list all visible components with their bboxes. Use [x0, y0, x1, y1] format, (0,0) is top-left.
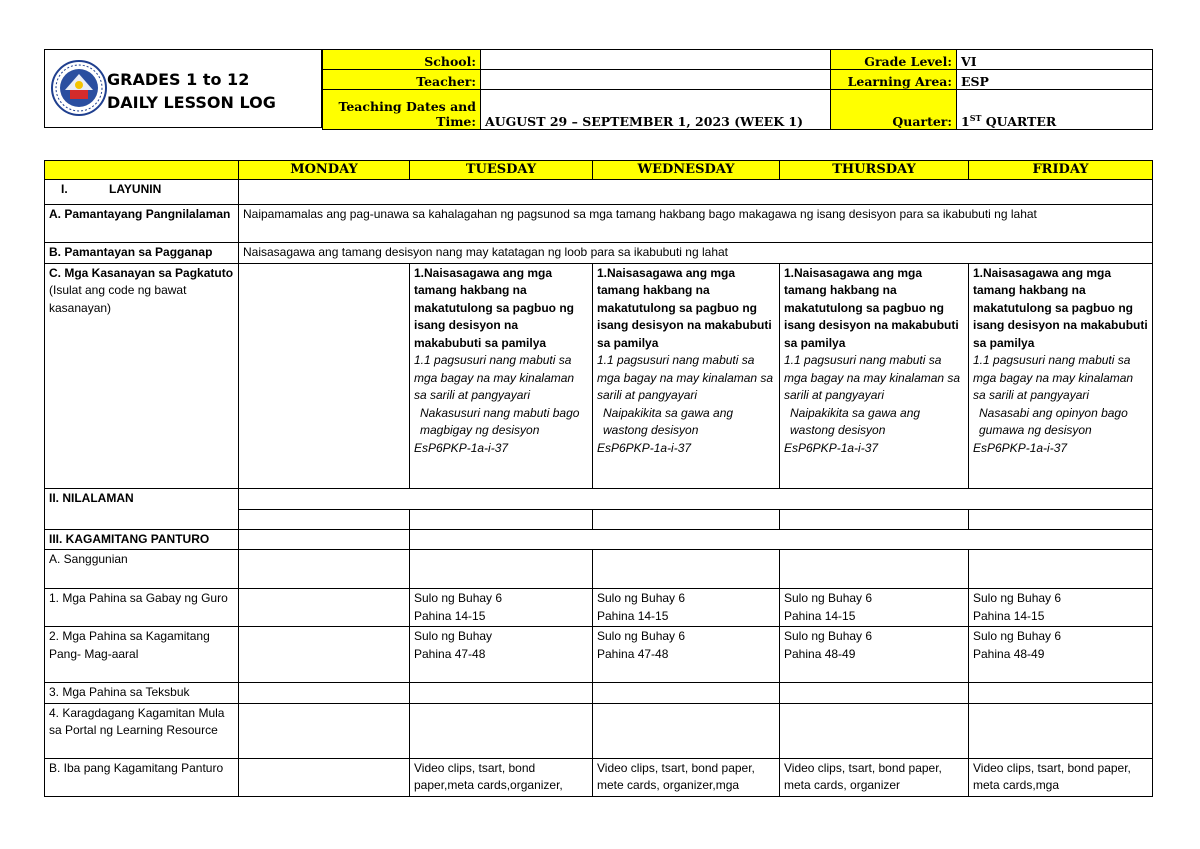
school-label: School:	[323, 50, 481, 70]
pamantayan-pagganap-label: B. Pamantayan sa Pagganap	[45, 243, 239, 264]
layunin-content	[239, 180, 1153, 205]
gabay-guro-tuesday	[410, 589, 593, 627]
karagdagang-row	[45, 703, 1153, 758]
teksbuk-monday	[239, 683, 410, 704]
competency-code: EsP6PKP-1a-i-37	[414, 440, 509, 455]
competency-sub: 1.1 pagsusuri nang mabuti sa mga bagay na may kinalaman sa sarili at pangyayari	[973, 353, 1134, 402]
teacher-value	[481, 70, 831, 90]
competency-code: EsP6PKP-1a-i-37	[597, 440, 692, 455]
title-line-1: GRADES 1 to 12	[107, 70, 250, 89]
day-tuesday: TUESDAY	[410, 161, 593, 180]
kasanayan-monday	[239, 263, 410, 488]
nilalaman-monday	[239, 509, 410, 529]
kasanayan-wednesday	[593, 263, 780, 488]
mag-aaral-thursday	[780, 627, 969, 683]
competency-title: 1.Naisasagawa ang mga tamang hakbang na makatutulong sa pagbuo ng isang desisyon na makabubuti sa pamilya	[973, 265, 1148, 350]
grade-level-label: Grade Level:	[831, 50, 957, 70]
layunin-number: I.	[61, 182, 68, 196]
book-pages: Pahina 14-15	[973, 608, 1045, 623]
karagdagang-wednesday	[593, 703, 780, 758]
title-line-2: DAILY LESSON LOG	[107, 93, 276, 112]
teksbuk-tuesday	[410, 683, 593, 704]
competency-title: 1.Naisasagawa ang mga tamang hakbang na makatutulong sa pagbuo ng isang desisyon na makabubuti sa pamilya	[597, 265, 772, 350]
kagamitan-content	[410, 529, 1153, 550]
gabay-guro-thursday	[780, 589, 969, 627]
competency-code: EsP6PKP-1a-i-37	[784, 440, 879, 455]
day-wednesday: WEDNESDAY	[593, 161, 780, 180]
day-header-row	[45, 161, 1153, 180]
kasanayan-friday	[969, 263, 1153, 488]
day-thursday: THURSDAY	[780, 161, 969, 180]
nilalaman-label: II. NILALAMAN	[45, 488, 239, 529]
mag-aaral-label: 2. Mga Pahina sa Kagamitang Pang- Mag-aaral	[45, 627, 239, 683]
competency-code: EsP6PKP-1a-i-37	[973, 440, 1068, 455]
mag-aaral-friday	[969, 627, 1153, 683]
book-pages: Pahina 47-48	[597, 646, 669, 661]
nilalaman-thursday	[780, 509, 969, 529]
nilalaman-top	[239, 488, 1153, 509]
pamantayang-pangnilalaman-row	[45, 205, 1153, 243]
kasanayan-label	[45, 263, 239, 488]
book-title: Sulo ng Buhay 6	[597, 629, 686, 643]
day-header-blank	[45, 161, 239, 180]
competency-activity: Nakasusuri nang mabuti bago magbigay ng desisyon	[420, 405, 580, 437]
quarter-suffix: ST	[969, 112, 982, 123]
iba-pang-row	[45, 758, 1153, 796]
layunin-row	[45, 180, 1153, 205]
book-title: Sulo ng Buhay 6	[784, 629, 873, 643]
teaching-dates-label-line1: Teaching Dates and	[338, 99, 476, 114]
book-title: Sulo ng Buhay 6	[784, 591, 873, 605]
competency-activity: Naipakikita sa gawa ang wastong desisyon	[603, 405, 734, 437]
iba-pang-friday: Video clips, tsart, bond paper, meta cards,mga	[969, 758, 1153, 796]
quarter-label: Quarter:	[831, 90, 957, 130]
layunin-text: LAYUNIN	[109, 182, 162, 196]
teaching-dates-value: AUGUST 29 – SEPTEMBER 1, 2023 (WEEK 1)	[481, 90, 831, 130]
book-title: Sulo ng Buhay 6	[973, 591, 1062, 605]
sanggunian-wednesday	[593, 550, 780, 589]
iba-pang-thursday: Video clips, tsart, bond paper, meta cards, organizer	[780, 758, 969, 796]
karagdagang-thursday	[780, 703, 969, 758]
kagamitan-monday	[239, 529, 410, 550]
sanggunian-thursday	[780, 550, 969, 589]
competency-sub: 1.1 pagsusuri nang mabuti sa mga bagay na may kinalaman sa sarili at pangyayari	[414, 353, 575, 402]
teksbuk-friday	[969, 683, 1153, 704]
karagdagang-monday	[239, 703, 410, 758]
kagamitan-row	[45, 529, 1153, 550]
pamantayan-pagganap-row	[45, 243, 1153, 264]
iba-pang-label: B. Iba pang Kagamitang Panturo	[45, 758, 239, 796]
competency-title: 1.Naisasagawa ang mga tamang hakbang na makatutulong sa pagbuo ng isang desisyon na makabubuti sa pamilya	[784, 265, 959, 350]
layunin-label	[45, 180, 239, 205]
gabay-guro-wednesday	[593, 589, 780, 627]
gabay-guro-row	[45, 589, 1153, 627]
kagamitan-label: III. KAGAMITANG PANTURO	[45, 529, 239, 550]
teksbuk-wednesday	[593, 683, 780, 704]
sanggunian-label: A. Sanggunian	[45, 550, 239, 589]
book-title: Sulo ng Buhay	[414, 629, 493, 643]
book-pages: Pahina 47-48	[414, 646, 486, 661]
competency-activity: Nasasabi ang opinyon bago gumawa ng desisyon	[979, 405, 1128, 437]
book-title: Sulo ng Buhay 6	[973, 629, 1062, 643]
document-title	[107, 68, 276, 114]
gabay-guro-monday	[239, 589, 410, 627]
pamantayang-pangnilalaman-text: Naipamamalas ang pag-unawa sa kahalagahan ng pagsunod sa mga tamang hakbang bago makagawa ng isang desisyon para sa ikabubuti ng lahat	[239, 205, 1153, 243]
sanggunian-row	[45, 550, 1153, 589]
pamantayang-pangnilalaman-label: A. Pamantayang Pangnilalaman	[45, 205, 239, 243]
learning-area-label: Learning Area:	[831, 70, 957, 90]
learning-area-value: ESP	[957, 70, 1153, 90]
competency-title: 1.Naisasagawa ang mga tamang hakbang na makatutulong sa pagbuo ng isang desisyon na makabubuti sa pamilya	[414, 265, 575, 350]
book-pages: Pahina 14-15	[597, 608, 669, 623]
lesson-log-table	[44, 160, 1153, 797]
grade-level-value: VI	[957, 50, 1153, 70]
sanggunian-tuesday	[410, 550, 593, 589]
pamantayan-pagganap-text: Naisasagawa ang tamang desisyon nang may katatagan ng loob para sa ikabubuti ng lahat	[239, 243, 1153, 264]
kasanayan-thursday	[780, 263, 969, 488]
book-pages: Pahina 48-49	[784, 646, 856, 661]
mag-aaral-row	[45, 627, 1153, 683]
quarter-value	[957, 90, 1153, 130]
teksbuk-label: 3. Mga Pahina sa Teksbuk	[45, 683, 239, 704]
iba-pang-wednesday: Video clips, tsart, bond paper, mete cards, organizer,mga	[593, 758, 780, 796]
book-title: Sulo ng Buhay 6	[597, 591, 686, 605]
teksbuk-thursday	[780, 683, 969, 704]
nilalaman-tuesday	[410, 509, 593, 529]
gabay-guro-friday	[969, 589, 1153, 627]
karagdagang-tuesday	[410, 703, 593, 758]
book-title: Sulo ng Buhay 6	[414, 591, 503, 605]
sanggunian-friday	[969, 550, 1153, 589]
teaching-dates-label-line2: Time:	[436, 114, 476, 129]
karagdagang-label: 4. Karagdagang Kagamitan Mula sa Portal ng Learning Resource	[45, 703, 239, 758]
day-monday: MONDAY	[239, 161, 410, 180]
kasanayan-row	[45, 263, 1153, 488]
karagdagang-friday	[969, 703, 1153, 758]
deped-seal-icon	[51, 60, 107, 116]
teacher-label: Teacher:	[323, 70, 481, 90]
school-value	[481, 50, 831, 70]
gabay-guro-label: 1. Mga Pahina sa Gabay ng Guro	[45, 589, 239, 627]
iba-pang-monday	[239, 758, 410, 796]
quarter-text: QUARTER	[981, 114, 1057, 129]
sanggunian-monday	[239, 550, 410, 589]
book-pages: Pahina 48-49	[973, 646, 1045, 661]
teksbuk-row	[45, 683, 1153, 704]
header-title-box	[44, 49, 322, 128]
competency-activity: Naipakikita sa gawa ang wastong desisyon	[790, 405, 921, 437]
competency-sub: 1.1 pagsusuri nang mabuti sa mga bagay na may kinalaman sa sarili at pangyayari	[784, 353, 961, 402]
kasanayan-tuesday	[410, 263, 593, 488]
day-friday: FRIDAY	[969, 161, 1153, 180]
header-info-table	[322, 49, 1153, 130]
mag-aaral-monday	[239, 627, 410, 683]
kasanayan-label-bold: C. Mga Kasanayan sa Pagkatuto	[49, 265, 234, 280]
mag-aaral-wednesday	[593, 627, 780, 683]
book-pages: Pahina 14-15	[784, 608, 856, 623]
competency-sub: 1.1 pagsusuri nang mabuti sa mga bagay na may kinalaman sa sarili at pangyayari	[597, 353, 774, 402]
nilalaman-row	[45, 488, 1153, 509]
mag-aaral-tuesday	[410, 627, 593, 683]
nilalaman-wednesday	[593, 509, 780, 529]
quarter-number: 1	[961, 114, 970, 129]
book-pages: Pahina 14-15	[414, 608, 486, 623]
kasanayan-label-note: (Isulat ang code ng bawat kasanayan)	[49, 283, 187, 315]
nilalaman-friday	[969, 509, 1153, 529]
iba-pang-tuesday: Video clips, tsart, bond paper,meta cards,organizer,	[410, 758, 593, 796]
teaching-dates-label	[323, 90, 481, 130]
